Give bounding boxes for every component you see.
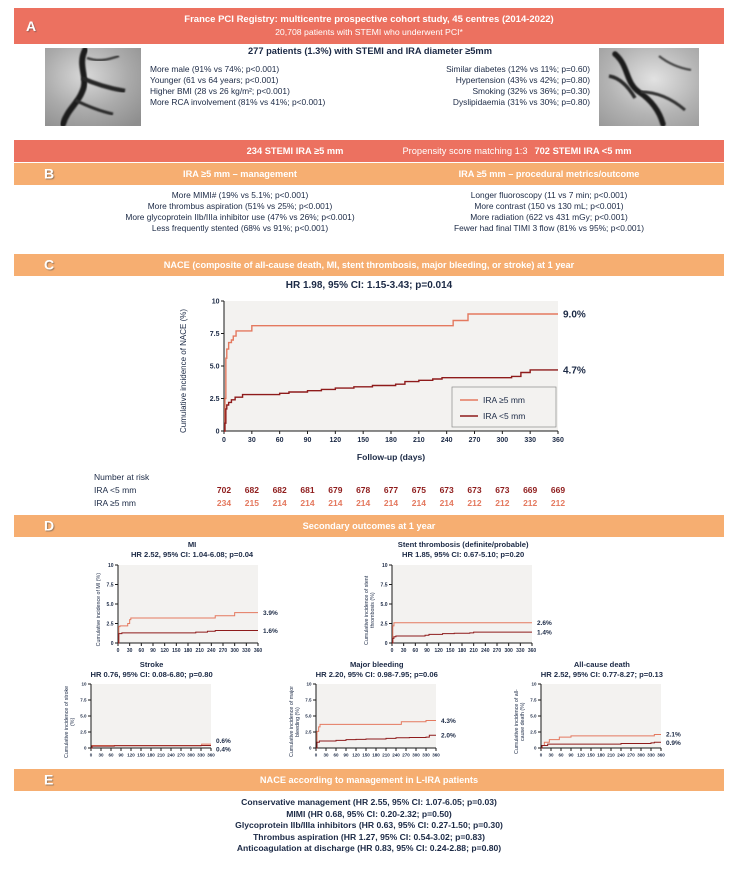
risk-count: 673 bbox=[439, 485, 454, 495]
svg-text:0: 0 bbox=[390, 648, 394, 653]
nace-banner-title: NACE (composite of all-cause death, MI, stent thrombosis, major bleeding, or stroke) at 1 year bbox=[163, 260, 575, 270]
svg-text:0: 0 bbox=[534, 745, 537, 751]
svg-text:330: 330 bbox=[197, 752, 205, 757]
angiogram-image-left bbox=[45, 48, 141, 126]
svg-text:5.0: 5.0 bbox=[106, 601, 114, 608]
svg-text:7.5: 7.5 bbox=[106, 582, 114, 589]
nace-management-title: NACE according to management in L-IRA patients bbox=[259, 775, 479, 785]
risk-row-values bbox=[216, 485, 566, 498]
svg-text:5.0: 5.0 bbox=[530, 713, 537, 719]
risk-count: 678 bbox=[356, 485, 371, 495]
svg-text:0: 0 bbox=[84, 745, 87, 751]
x-axis-label: Follow-up (days) bbox=[356, 452, 426, 462]
svg-text:0: 0 bbox=[384, 640, 388, 647]
risk-row-label: IRA ≥5 mm bbox=[94, 498, 136, 508]
svg-text:10: 10 bbox=[531, 681, 537, 687]
management-hr-line: Glycoprotein IIb/IIIa inhibitors (HR 0.63, 95% CI: 0.27-1.50; p=0.30) bbox=[235, 820, 503, 831]
finding-line: Similar diabetes (12% vs 11%; p=0.60) bbox=[446, 64, 590, 74]
finding-line: More contrast (150 vs 130 mL; p<0.001) bbox=[474, 201, 624, 211]
svg-text:120: 120 bbox=[127, 752, 135, 757]
risk-count: 682 bbox=[244, 485, 259, 495]
svg-text:330: 330 bbox=[422, 752, 431, 757]
chart-title: Stroke bbox=[139, 660, 164, 669]
svg-text:240: 240 bbox=[481, 648, 490, 653]
svg-text:5.0: 5.0 bbox=[305, 713, 312, 719]
nace-km-plot bbox=[194, 295, 606, 452]
svg-text:210: 210 bbox=[607, 752, 616, 757]
y-axis-label: Cumulative incidence of all-cause death (%) bbox=[514, 689, 527, 754]
risk-row bbox=[94, 498, 606, 511]
risk-count: 214 bbox=[356, 498, 371, 508]
procedural-findings-list bbox=[454, 190, 644, 234]
svg-text:360: 360 bbox=[253, 648, 263, 653]
svg-text:1.6%: 1.6% bbox=[263, 627, 278, 635]
finding-line: Hypertension (43% vs 42%; p=0.80) bbox=[455, 75, 590, 85]
finding-line: More thrombus aspiration (51% vs 25%; p<0.001) bbox=[147, 201, 333, 211]
svg-text:150: 150 bbox=[446, 648, 455, 653]
svg-text:300: 300 bbox=[230, 648, 239, 653]
baseline-similarities-list bbox=[446, 64, 590, 108]
management-header: IRA ≥5 mm – management bbox=[183, 169, 297, 179]
svg-text:210: 210 bbox=[412, 437, 425, 444]
svg-text:90: 90 bbox=[118, 752, 124, 757]
svg-text:7.5: 7.5 bbox=[209, 330, 220, 338]
panel-d-letter: D bbox=[44, 517, 55, 534]
risk-count: 669 bbox=[550, 485, 566, 495]
propensity-matching-bar bbox=[14, 140, 724, 162]
svg-text:10: 10 bbox=[382, 562, 388, 569]
major-bleeding-km-plot bbox=[301, 681, 464, 762]
secondary-outcomes-row-1 bbox=[0, 540, 738, 658]
risk-count: 673 bbox=[495, 485, 510, 495]
management-findings-list bbox=[125, 190, 354, 234]
svg-text:300: 300 bbox=[412, 752, 421, 757]
risk-count: 677 bbox=[383, 485, 399, 495]
svg-text:2.5: 2.5 bbox=[209, 395, 220, 403]
panel-b-banner bbox=[14, 163, 724, 185]
svg-text:2.5: 2.5 bbox=[106, 621, 114, 628]
risk-count: 215 bbox=[244, 498, 259, 508]
svg-text:30: 30 bbox=[98, 752, 104, 757]
svg-text:120: 120 bbox=[329, 437, 342, 444]
svg-text:3.9%: 3.9% bbox=[263, 609, 278, 617]
svg-text:7.5: 7.5 bbox=[380, 582, 388, 589]
risk-count: 682 bbox=[272, 485, 287, 495]
svg-text:60: 60 bbox=[138, 648, 145, 653]
svg-text:10: 10 bbox=[81, 681, 87, 687]
svg-text:2.5: 2.5 bbox=[530, 729, 537, 735]
panel-e-banner bbox=[14, 769, 724, 791]
svg-text:90: 90 bbox=[568, 752, 574, 757]
y-axis-label: Cumulative incidence of major bleeding (%) bbox=[289, 686, 302, 757]
stent-thrombosis-km-plot bbox=[376, 561, 562, 658]
svg-text:240: 240 bbox=[167, 752, 175, 757]
svg-text:300: 300 bbox=[637, 752, 646, 757]
risk-count: 214 bbox=[300, 498, 315, 508]
svg-text:300: 300 bbox=[504, 648, 514, 653]
svg-text:240: 240 bbox=[617, 752, 626, 757]
risk-count: 212 bbox=[495, 498, 510, 508]
svg-text:5.0: 5.0 bbox=[80, 713, 87, 719]
risk-count: 669 bbox=[523, 485, 538, 495]
nace-chart-area bbox=[94, 295, 620, 511]
stroke-chart-block bbox=[64, 660, 239, 762]
svg-text:300: 300 bbox=[187, 752, 195, 757]
finding-line: More RCA involvement (81% vs 41%; p<0.001) bbox=[150, 97, 326, 107]
svg-text:2.5: 2.5 bbox=[380, 621, 388, 628]
study-title: France PCI Registry: multicentre prospective cohort study, 45 centres (2014-2022) bbox=[184, 14, 554, 25]
y-axis-label: Cumulative incidence of stroke (%) bbox=[64, 685, 77, 758]
svg-text:30: 30 bbox=[323, 752, 329, 757]
svg-text:IRA ≥5 mm: IRA ≥5 mm bbox=[483, 395, 525, 405]
matched-group-large-ira: 234 STEMI IRA ≥5 mm bbox=[246, 146, 344, 156]
risk-count: 673 bbox=[467, 485, 482, 495]
risk-row bbox=[94, 485, 606, 498]
svg-text:360: 360 bbox=[207, 752, 215, 757]
svg-text:270: 270 bbox=[627, 752, 636, 757]
chart-hr-stat: HR 1.85, 95% CI: 0.67-5.10; p=0.20 bbox=[402, 550, 525, 559]
svg-text:150: 150 bbox=[172, 648, 181, 653]
svg-text:210: 210 bbox=[157, 752, 165, 757]
chart-title: Major bleeding bbox=[349, 660, 404, 669]
finding-line: Longer fluoroscopy (11 vs 7 min; p<0.001) bbox=[470, 190, 628, 200]
finding-line: More MIMI# (19% vs 5.1%; p<0.001) bbox=[171, 190, 309, 200]
number-at-risk-table bbox=[94, 472, 606, 511]
svg-text:120: 120 bbox=[160, 648, 169, 653]
svg-text:60: 60 bbox=[558, 752, 564, 757]
chart-hr-stat: HR 2.20, 95% CI: 0.98-7.95; p=0.06 bbox=[315, 670, 438, 679]
finding-line: More radiation (622 vs 431 mGy; p<0.001) bbox=[470, 212, 628, 222]
risk-count: 675 bbox=[411, 485, 426, 495]
number-at-risk-title: Number at risk bbox=[94, 472, 150, 482]
svg-text:240: 240 bbox=[207, 648, 216, 653]
risk-count: 214 bbox=[439, 498, 454, 508]
svg-text:0: 0 bbox=[89, 752, 93, 757]
svg-text:150: 150 bbox=[357, 437, 370, 444]
mi-chart-block bbox=[96, 540, 288, 658]
number-at-risk-rows bbox=[94, 485, 606, 511]
svg-text:210: 210 bbox=[195, 648, 204, 653]
svg-text:300: 300 bbox=[496, 437, 509, 444]
finding-line: More male (91% vs 74%; p<0.001) bbox=[150, 64, 280, 74]
svg-text:330: 330 bbox=[647, 752, 656, 757]
finding-line: Younger (61 vs 64 years; p<0.001) bbox=[150, 75, 279, 85]
procedural-metrics-header: IRA ≥5 mm – procedural metrics/outcome bbox=[458, 169, 640, 179]
chart-title: MI bbox=[187, 540, 197, 549]
svg-text:90: 90 bbox=[343, 752, 349, 757]
svg-text:240: 240 bbox=[392, 752, 401, 757]
matching-method-label: Propensity score matching 1:3 bbox=[402, 146, 528, 156]
y-axis-label: Cumulative incidence of MI (%) bbox=[96, 572, 102, 647]
nace-hazard-ratio: HR 1.98, 95% CI: 1.15-3.43; p=0.014 bbox=[285, 280, 453, 291]
svg-text:150: 150 bbox=[137, 752, 145, 757]
svg-text:1.4%: 1.4% bbox=[537, 629, 553, 637]
svg-text:10: 10 bbox=[211, 298, 220, 306]
svg-text:7.5: 7.5 bbox=[80, 697, 87, 703]
svg-text:90: 90 bbox=[424, 648, 431, 653]
risk-row-label: IRA <5 mm bbox=[94, 485, 137, 495]
panel-a-banner bbox=[14, 8, 724, 44]
svg-text:120: 120 bbox=[434, 648, 444, 653]
svg-text:240: 240 bbox=[440, 437, 453, 444]
finding-line: Less frequently stented (68% vs 91%; p<0.001) bbox=[151, 223, 329, 233]
baseline-differences-list bbox=[150, 64, 325, 108]
management-hr-list bbox=[0, 797, 738, 855]
svg-text:150: 150 bbox=[587, 752, 596, 757]
svg-text:270: 270 bbox=[468, 437, 481, 444]
y-axis-label: Cumulative incidence of stent thrombosis (%) bbox=[364, 574, 377, 645]
study-population: 20,708 patients with STEMI who underwent PCI* bbox=[275, 27, 463, 37]
chart-hr-stat: HR 2.52, 95% CI: 1.04-6.08; p=0.04 bbox=[130, 550, 254, 559]
finding-line: Smoking (32% vs 36%; p=0.30) bbox=[472, 86, 590, 96]
svg-text:120: 120 bbox=[577, 752, 586, 757]
panel-b-letter: B bbox=[44, 165, 55, 182]
major-bleeding-chart-block bbox=[289, 660, 464, 762]
svg-text:180: 180 bbox=[147, 752, 155, 757]
panel-c-letter: C bbox=[44, 256, 55, 273]
svg-text:360: 360 bbox=[657, 752, 666, 757]
svg-text:90: 90 bbox=[150, 648, 156, 653]
panel-a-text-block bbox=[150, 46, 590, 108]
svg-text:60: 60 bbox=[108, 752, 114, 757]
svg-text:210: 210 bbox=[469, 648, 479, 653]
stroke-km-plot bbox=[76, 681, 239, 762]
svg-text:30: 30 bbox=[548, 752, 554, 757]
risk-count: 702 bbox=[216, 485, 232, 495]
svg-text:30: 30 bbox=[401, 648, 407, 653]
chart-hr-stat: HR 2.52, 95% CI: 0.77-8.27; p=0.13 bbox=[540, 670, 663, 679]
svg-text:270: 270 bbox=[402, 752, 411, 757]
svg-text:9.0%: 9.0% bbox=[563, 309, 586, 321]
risk-row-values bbox=[216, 498, 566, 511]
svg-text:60: 60 bbox=[412, 648, 419, 653]
panel-b-content bbox=[0, 185, 738, 252]
panel-a-content bbox=[0, 44, 738, 138]
svg-text:120: 120 bbox=[352, 752, 361, 757]
svg-text:30: 30 bbox=[126, 648, 133, 653]
management-hr-line: Anticoagulation at discharge (HR 0.83, 95% CI: 0.24-2.88; p=0.80) bbox=[236, 843, 502, 854]
svg-text:30: 30 bbox=[247, 437, 256, 444]
management-hr-line: Thrombus aspiration (HR 1.27, 95% CI: 0.54-3.02; p=0.83) bbox=[253, 831, 485, 842]
finding-line: Higher BMI (28 vs 26 kg/m²; p<0.001) bbox=[150, 86, 290, 96]
svg-text:0: 0 bbox=[215, 428, 220, 436]
risk-count: 234 bbox=[216, 498, 232, 508]
risk-count: 214 bbox=[272, 498, 287, 508]
svg-text:180: 180 bbox=[597, 752, 606, 757]
svg-text:270: 270 bbox=[493, 648, 502, 653]
finding-line: Fewer had final TIMI 3 flow (81% vs 95%; p<0.001) bbox=[453, 223, 645, 233]
svg-text:360: 360 bbox=[528, 648, 537, 653]
chart-hr-stat: HR 0.76, 95% CI: 0.08-6.80; p=0.80 bbox=[90, 670, 213, 679]
svg-text:0.9%: 0.9% bbox=[666, 739, 682, 747]
svg-text:270: 270 bbox=[218, 648, 228, 653]
management-hr-line: Conservative management (HR 2.55, 95% CI: 1.07-6.05; p=0.03) bbox=[241, 797, 497, 807]
stent-thrombosis-chart-block bbox=[364, 540, 562, 658]
svg-text:IRA <5 mm: IRA <5 mm bbox=[483, 411, 526, 421]
risk-count: 212 bbox=[523, 498, 538, 508]
angiogram-image-right bbox=[599, 48, 699, 126]
svg-text:2.5: 2.5 bbox=[80, 729, 87, 735]
svg-text:10: 10 bbox=[108, 562, 114, 569]
svg-text:0: 0 bbox=[110, 640, 114, 647]
risk-count: 214 bbox=[383, 498, 399, 508]
svg-text:5.0: 5.0 bbox=[380, 601, 388, 608]
svg-text:150: 150 bbox=[362, 752, 371, 757]
svg-text:2.6%: 2.6% bbox=[537, 619, 553, 627]
risk-count: 214 bbox=[411, 498, 426, 508]
svg-text:4.7%: 4.7% bbox=[563, 365, 586, 377]
svg-text:5.0: 5.0 bbox=[209, 363, 220, 371]
svg-text:0: 0 bbox=[540, 752, 543, 757]
svg-text:10: 10 bbox=[306, 681, 312, 687]
panel-e-letter: E bbox=[44, 771, 54, 788]
finding-line: Dyslipidaemia (31% vs 30%; p=0.80) bbox=[452, 97, 590, 107]
svg-text:330: 330 bbox=[516, 648, 525, 653]
all-cause-death-km-plot bbox=[526, 681, 689, 762]
secondary-outcomes-row-2 bbox=[0, 660, 738, 762]
svg-text:0.4%: 0.4% bbox=[216, 746, 231, 754]
svg-text:0.6%: 0.6% bbox=[216, 737, 231, 745]
risk-count: 212 bbox=[467, 498, 482, 508]
svg-text:180: 180 bbox=[183, 648, 193, 653]
management-hr-line: MIMI (HR 0.68, 95% CI: 0.20-2.32; p=0.50) bbox=[286, 808, 452, 819]
svg-text:60: 60 bbox=[275, 437, 284, 444]
svg-text:210: 210 bbox=[382, 752, 391, 757]
svg-text:90: 90 bbox=[303, 437, 312, 444]
svg-text:330: 330 bbox=[242, 648, 251, 653]
y-axis-label: Cumulative incidence of NACE (%) bbox=[179, 308, 188, 434]
svg-text:360: 360 bbox=[432, 752, 441, 757]
risk-count: 681 bbox=[300, 485, 315, 495]
svg-text:2.5: 2.5 bbox=[305, 729, 312, 735]
chart-title: Stent thrombosis (definite/probable) bbox=[397, 540, 529, 549]
svg-text:0: 0 bbox=[309, 745, 312, 751]
mi-km-plot bbox=[102, 561, 288, 658]
svg-text:2.0%: 2.0% bbox=[441, 732, 457, 740]
svg-text:270: 270 bbox=[177, 752, 185, 757]
risk-count: 214 bbox=[328, 498, 343, 508]
panel-c-banner bbox=[14, 254, 724, 276]
svg-text:0: 0 bbox=[116, 648, 120, 653]
svg-text:7.5: 7.5 bbox=[530, 697, 537, 703]
matched-group-small-ira: 702 STEMI IRA <5 mm bbox=[534, 146, 632, 156]
svg-text:330: 330 bbox=[524, 437, 537, 444]
svg-text:0: 0 bbox=[315, 752, 318, 757]
svg-text:360: 360 bbox=[552, 437, 564, 444]
risk-count: 679 bbox=[328, 485, 343, 495]
panel-d-banner bbox=[14, 515, 724, 537]
svg-text:4.3%: 4.3% bbox=[441, 717, 457, 725]
svg-text:180: 180 bbox=[458, 648, 467, 653]
svg-text:180: 180 bbox=[385, 437, 397, 444]
svg-text:180: 180 bbox=[372, 752, 381, 757]
cohort-subtitle: 277 patients (1.3%) with STEMI and IRA diameter ≥5mm bbox=[248, 46, 492, 56]
svg-text:0: 0 bbox=[222, 437, 226, 444]
svg-text:2.1%: 2.1% bbox=[666, 731, 682, 739]
svg-text:7.5: 7.5 bbox=[305, 697, 312, 703]
chart-title: All-cause death bbox=[573, 660, 630, 669]
panel-a-letter: A bbox=[26, 17, 37, 34]
secondary-outcomes-title: Secondary outcomes at 1 year bbox=[302, 521, 436, 531]
finding-line: More glycoprotein IIb/IIIa inhibitor use (47% vs 26%; p<0.001) bbox=[125, 212, 355, 222]
all-cause-death-chart-block bbox=[514, 660, 689, 762]
svg-text:60: 60 bbox=[333, 752, 339, 757]
risk-count: 212 bbox=[550, 498, 566, 508]
